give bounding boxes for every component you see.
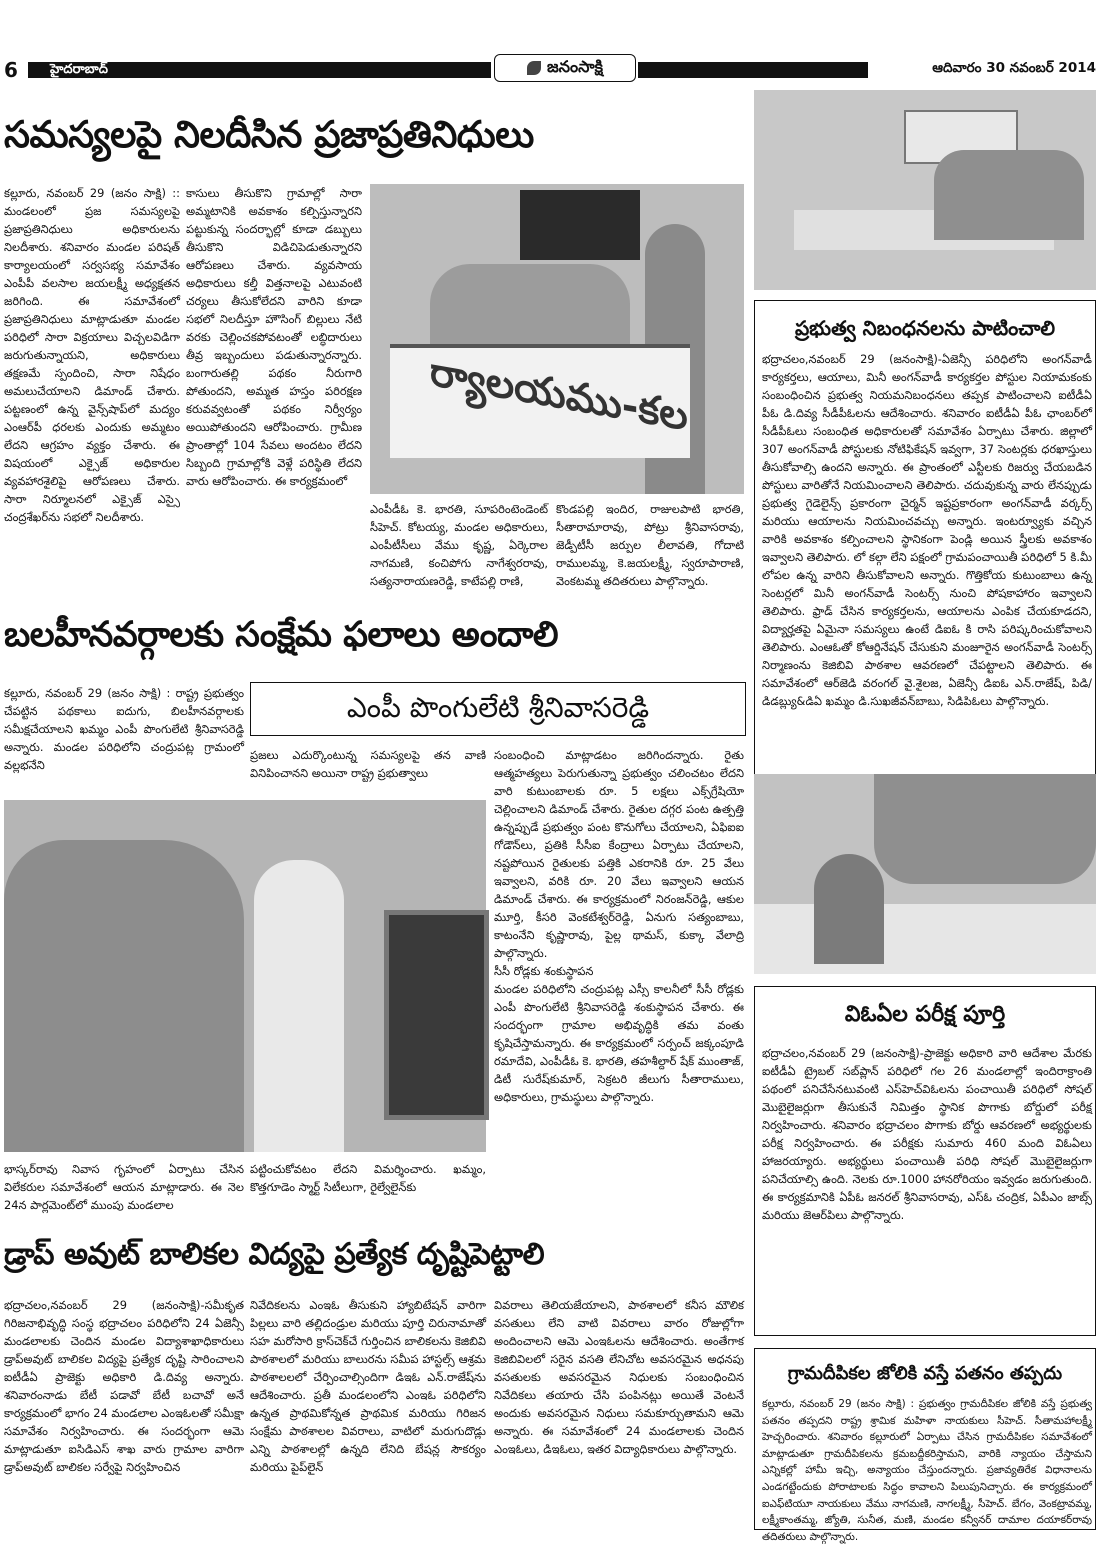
- article3-col2-top: ప్రజలు ఎదుర్కొంటున్న సమస్యలపై తన వాణి వినిపించానని అయినా రాష్ట్ర ప్రభుత్వాలు: [250, 748, 486, 780]
- article3-col2-bottom: పట్టించుకోవటం లేదని విమర్శించారు. ఖమ్మం, కొత్తగూడెం స్మార్ట్ సిటీలుగా, రైల్వేలైన్‌కు: [250, 1162, 486, 1194]
- people-shape: [934, 150, 1084, 240]
- exam-office-photo: [754, 774, 1096, 974]
- header-rule-right: [638, 62, 868, 78]
- woman-seated-shape: [814, 854, 884, 964]
- meeting-photo: [370, 184, 744, 494]
- page-header: [0, 54, 1100, 84]
- article5-headline: డ్రాప్ అవుట్ బాలికల విద్యపై ప్రత్యేక దృష్టిపెట్టాలి: [4, 1237, 545, 1272]
- article6-headline: గ్రామదీపికల జోలికి వస్తే పతనం తప్పదు: [787, 1363, 1063, 1384]
- banner-table: [390, 344, 690, 458]
- article5-col1: భద్రాచలం,నవంబర్ 29 (జనంసాక్షి)-సమీకృత గిరిజనాభివృద్ధి సంస్థ భద్రాచలం పరిధిలోని 24 ఏజెన్సీ మండలాలకు చెందిన మండల విద్యాశాఖాధికారులు డ్రాప్‌అవుట్ బాలికల విద్యపై ప్రత్యేక దృష్టి సారించాలని ఐటీడీఏ ప్రాజెక్టు అధికారి డి.దివ్య అన్నారు. శనివారంనాడు బేటీ పడావో బేటీ బచావో అనే కార్యక్రమంలో భాగం 24 మండలాల ఎంఇఓలతో సమీక్షా సమావేశం నిర్వహించారు. ఈ సందర్భంగా ఆమె మాట్లాడుతూ ఐసిడిఎస్ శాఖ వారు గ్రామాల వారిగా డ్రాప్‌అవుట్ బాలికల సర్వేపై నిర్వహించిన: [4, 1298, 244, 1474]
- header-date: ఆదివారం 30 నవంబర్ 2014: [932, 60, 1096, 76]
- article1-col1: కల్లూరు, నవంబర్ 29 (జనం సాక్షి) :: మండలంలో ప్రజ సమస్యలపై ప్రజాప్రతినిధులు అధికారులను నిలదీశారు. శనివారం మండల పరిషత్ కార్యాలయంలో సర్వసభ్య సమావేశం ఎంపీపీ వలసాల జయలక్ష్మీ అధ్యక్షతన జరిగింది. ఈ సమావేశంలో ప్రజాప్రతినిధులు మాట్లాడుతూ మండల పరిధిలో సారా విక్రయాలు విచ్చలవిడిగా జరుగుతున్నాయని, అధికారులు తక్షణమే స్పందించి, సారా నిషేధం అమలుచేయాలని డిమాండ్ చేశారు. పట్టణంలో ఉన్న వైన్స్‌షాప్‌లో మద్యం ఎంఆర్‌పీ ధరలకు ఎందుకు అమ్మటం లేదని ఆగ్రహం వ్యక్తం చేశారు. ఈ విషయంలో ఎక్సైజ్ అధికారుల వ్యవహారశైలిపై ఆరోపణలు చేశారు. సారా నిర్మూలనలో ఎక్సైజ్ ఎస్సై చంద్రశేఖర్‌ను సభలో నిలదీశారు.: [4, 186, 180, 524]
- article6-body: కల్లూరు, నవంబర్ 29 (జనం సాక్షి) : ప్రభుత్వం గ్రామదీపికల జోలికి వస్తే ప్రభుత్వ పతనం తప్పదని రాష్ట్ర శ్రామిక మహిళా నాయకులు సీహెచ్. సీతామహాలక్ష్మీ హెచ్చరించారు. శనివారం కల్లూరులో ఏర్పాటు చేసిన గ్రామదీపికల సమావేశంలో మాట్లాడుతూ గ్రామదీపికలను క్రమబద్దీకరిస్తామని, వారికి న్యాయం చేస్తామని ఎన్నికల్లో హామీ ఇచ్చి, అన్యాయం చేస్తుందన్నారు. ప్రజావ్యతిరేక విధానాలను ఎండగట్టేందుకు పోరాటాలకు సిద్ధం కావాలని పిలుపునిచ్చారు. ఈ కార్యక్రమంలో ఐఎఫ్‌టియూ నాయకులు వేము నాగమణి, నాగలక్ష్మీ, సీహెచ్. బేగం, వెంకట్రావమ్మ, లక్ష్మీకాంతమ్మ, జ్యోతి, సునీత, మణి, మండల కన్వీనర్ దామాల దయాకర్‌రావు తదితరులు పాల్గొన్నారు.: [762, 1398, 1092, 1543]
- article5-col3: వివరాలు తెలియజేయాలని, పాఠశాలలో కనీస మౌలిక వసతులు లేని వాటి వివరాలు వారం రోజుల్లోగా అందించాలని ఆమె ఎంఇఓలను ఆదేశించారు. అంతేగాక కెజిబివిలలో సరైన వసతి లేనిచోట అవసరమైన అధనపు వసతులకు అవసరమైన నిధులకు సంబంధించిన నివేదికలు తయారు చేసి పంపినట్లు అయితే వెంటనే అందుకు అవసరమైన నిధులు సమకూర్చుతామని ఆమె అన్నారు. ఈ సమావేశంలో 24 మండలాలకు చెందిన ఎంఇఓలు, డిఇఓలు, ఇతర విద్యాధికారులు పాల్గొన్నారు.: [494, 1298, 744, 1456]
- article3-headline: బలహీనవర్గాలకు సంక్షేమ ఫలాలు అందాలి: [4, 615, 559, 655]
- screen-shape: [520, 190, 640, 260]
- leaf-icon: [527, 61, 541, 75]
- article1-col2: కాసులు తీసుకొని గ్రామాల్లో సారా అమ్మటానికి అవకాశం కల్పిస్తున్నారని పట్టుకున్న సందర్భాల్లో కూడా డబ్బులు తీసుకొని విడిచిపెడుతున్నారని ఆరోపణలు చేశారు. వ్యవసాయ అధికారులు కల్తీ విత్తనాలపై ఎటువంటి చర్యలు తీసుకోలేదని వారిని కూడా సభలో నిలదీస్తూ హౌసింగ్ బిల్లులు నేటి వరకు చెల్లించకపోవటంతో లబ్ధిదారులు తీవ్ర ఇబ్బందులు పడుతున్నారన్నారు. బంగారుతల్లి పథకం నీరుగారి పోతుందని, అమ్మత హస్తం పరిరక్షణ కరువవ్వటంతో పథకం నిర్వీర్యం అయిపోతుందని ఆరోపించారు. గ్రామీణ ప్రాంతాల్లో 104 సేవలు అందటం లేదని సిబ్బంది గ్రామాల్లోకి వెళ్లే పరిస్థితి లేదని వారు ఆరోపించారు. ఈ కార్యక్రమంలో: [186, 186, 362, 488]
- article1-headline: సమస్యలపై నిలదీసిన ప్రజాప్రతినిధులు: [4, 113, 534, 156]
- desk-shape: [754, 904, 1096, 974]
- article3-col1-bottom: భాస్కర్‌రావు నివాస గృహంలో ఏర్పాటు చేసిన విలేకరుల సమావేశంలో ఆయన మాట్లాడారు. ఈ నెల 24న పార్లమెంట్‌లో ముంపు మండలాల: [4, 1162, 244, 1212]
- plaque-shape: [384, 910, 489, 1120]
- article4-body: భద్రాచలం,నవంబర్ 29 (జనంసాక్షి)-ప్రాజెక్టు అధికారి వారి ఆదేశాల మేరకు ఐటీడీఏ ట్రైబల్ సబ్‌ప్లాన్ పరిధిలో గల 26 మండలాల్లో ఇందిరాక్రాంతి పథంలో పనిచేసేనటువంటి ఎస్‌హెచ్‌విఓలను పంచాయితీ పరిధిలో సోషల్ మొబైలైజర్లుగా తీసుకునే నిమిత్తం స్థానిక పొగాకు బోర్డులో పరీక్ష నిర్వహించారు. శనివారం భద్రాచలం పొగాకు బోర్డు ఆవరణలో అభ్యర్థులకు పరీక్ష నిర్వహించారు. ఈ పరీక్షకు సుమారు 460 మంది విఓఏలు హాజరయ్యారు. అభ్యర్థులు పంచాయితీ పరిధి సోషల్ మొబైలైజర్లుగా పనిచేయాల్సి ఉంది. నెలకు రూ.1000 హానరోరియం ఇవ్వడం జరుగుతుంది. ఈ కార్యక్రమానికి ఏపీఓ జనరల్ శ్రీనివాసరావు, ఎస్ఓ చంద్రిక, ఏపీఎం జాబ్స్ మరియు జెఆర్‌పిలు పాల్గొన్నారు.: [762, 1046, 1092, 1222]
- crowd-shape: [4, 840, 244, 1152]
- header-city: హైదరాబాద్: [50, 62, 108, 77]
- speaker-shape: [254, 860, 344, 1152]
- article4-headline: విఓఏల పరీక్ష పూర్తి: [844, 1002, 1006, 1027]
- article3-subhead: ఎంపీ పొంగులేటి శ్రీనివాసరెడ్డి: [346, 691, 650, 724]
- article2-headline: ప్రభుత్వ నిబంధనలను పాటించాలి: [794, 316, 1056, 340]
- masthead-title: జనంసాక్షి: [547, 56, 603, 76]
- page-number: 6: [4, 58, 18, 82]
- banner-text: ర్యాలయము-కల: [430, 348, 688, 441]
- office-meeting-photo: [754, 90, 1096, 290]
- article1-col3: ఎంపీడీఓ కె. భారతి, సూపరింటెండెంట్ సీహెచ్. కోటయ్య, మండల అధికారులు, ఎంపీటీసీలు వేము కృష్ణ, ఏర్కెరాల నాగమణి, కంచిపోగు నాగేశ్వరరావు, సత్యనారాయణరెడ్డి, కాటేపల్లి రాణి,: [370, 502, 548, 588]
- officials-shape: [874, 774, 1096, 884]
- article5-col2: నివేదికలను ఎంఇఓ తీసుకుని హ్యాబిటేషన్ వారిగా పిల్లలు వారి తల్లిదండ్రుల మరియు పూర్తి చిరునామాతో సహ మరోసారి క్రాస్‌చెక్‌చే గుర్తించిన బాలికలను కెజిబివి పాఠశాలలో మరియు బాలురను సమీప హాస్టల్స్ ఆశ్రమ పాఠశాలలలో చేర్పించాల్సిందిగా డిఇఓ ఎన్.రాజేష్‌ను ఆదేశించారు. ప్రతీ మండలంలోని ఎంఇఓ పరిధిలోని ఉన్నత ప్రాథమికోన్నత ప్రాథమిక మరియు గిరిజన సంక్షేమ పాఠశాలల వివరాలు, వాటిలో మరుగుదొడ్లు ఎన్ని పాఠశాలల్లో ఉన్నది లేనిది బేషన్ల సౌకర్యం మరియు పైప్‌లైన్: [250, 1298, 486, 1474]
- inauguration-photo: [4, 800, 486, 1152]
- masthead-logo: [494, 54, 636, 82]
- article2-body: భద్రాచలం,నవంబర్ 29 (జనంసాక్షి)-ఏజెన్సీ పరిధిలోని అంగన్‌వాడీ కార్యకర్తలు, ఆయాలు, మినీ అంగన్‌వాడీ కార్యకర్తల పోస్టుల నియామకంకు సంబంధించిన ప్రభుత్వ నియమనిబంధనలు తప్పక పాటించాలని ఐటీడీఏ పీఓ డి.దివ్య సీడీపీఓలను ఆదేశించారు. శనివారం ఐటీడీఏ పీఓ ఛాంబర్‌లో సీడీపీఓలు సంబంధిత అధికారులతో సమావేశం ఏర్పాటు చేశారు. జిల్లాలో 307 అంగన్‌వాడీ పోస్టులకు నోటిఫికేషన్ ఇవ్వగా, 37 సెంటర్లకు ధరఖాస్తులు తీసుకోవాల్సి ఉందని అన్నారు. ఈ ప్రాంతంలో ఎస్టీలకు రిజర్వు చేయబడిన పోస్టులు వారితోనే నియమించాలని తెలిపారు. చదువుకున్న వారు లేనప్పుడు ప్రభుత్వ గైడెలైన్స్ ప్రకారంగా చైర్మన్ ఇష్టప్రకారంగా అంగన్‌వాడీ వర్కర్స్ మరియు ఆయాలను నియమించవచ్చు అన్నారు. ఇంటర్వ్యూకు వచ్చిన వారికి అవకాశం కల్పించాలని స్థానికంగా పెండ్లి అయిన స్త్రీలకు అవకాశం ఇవ్వాలని తెలిపారు. లో కల్గా లేని పక్షంలో గ్రామపంచాయితీ పరిధిలో 5 కి.మీ లోపల ఉన్న వారిని తీసుకోవాలని అన్నారు. గొత్తికోయ కుటుంబాలు ఉన్న సెంటర్లలో మినీ అంగన్‌వాడీ సెంటర్స్ నుంచి పోషకాహారం ఇవ్వాలని తెలిపారు. ఫ్రాడ్ చేసిన కార్యకర్తలను, ఆయాలను ఎంపిక చేయకూడదని, విద్యార్హతపై ఏమైనా సమస్యలు ఉంటే డిఐఓ కి రాసి పరిష్కరించుకోవాలని తెలిపారు. ఎంఆఓతో కోఆర్డినేషన్ చేసుకుని మంజూరైన అంగన్‌వాడీ సెంటర్స్ నిర్మాణంను కెజిబివి పాఠశాల ఆవరణలో చేపట్టాలని తెలిపారు. ఈ సమావేశంలో ఆర్‌జెడి వరంగల్ వై.శైలజ, ఏజెన్సీ డిఐఓ ఎన్.రాజేష్, పిడి/డిడబ్ల్యు&డిఏ ఖమ్మం డి.సుఖజీవన్‌బాబు, సిడిపిఓలు పాల్గొన్నారు.: [762, 352, 1092, 708]
- article3-col1-top: కల్లూరు, నవంబర్ 29 (జనం సాక్షి) : రాష్ట్ర ప్రభుత్వం చేపట్టిన పథకాలు ఐదుగు, బిలహీనవర్గాలకు సమీక్షచేయాలని ఖమ్మం ఎంపీ పొంగులేటి శ్రీనివాసరెడ్డి అన్నారు. మండల పరిధిలోని చంద్రుపట్ల గ్రామంలో వల్లభనేని: [4, 686, 244, 772]
- article3-col3: సంబంధించి మాట్లాడటం జరిగిందన్నారు. రైతు ఆత్మహత్యలు పెరుగుతున్నా ప్రభుత్వం చలించటం లేదని వారి కుటుంబాలకు రూ. 5 లక్షలు ఎక్స్‌గ్రేషియో చెల్లించాలని డిమాండ్ చేశారు. రైతుల దగ్గర పంట ఉత్పత్తి ఉన్నప్పుడే ప్రభుత్వం పంట కొనుగోలు చేయాలని, ఏఫిఐఐ గోడౌన్‌లు, ప్రతికి సీసీఐ కేంద్రాలు ఏర్పాటు చేయాలని, నష్టపోయిన రైతులకు పత్తికి ఎకరానికి రూ. 25 వేలు ఇవ్వాలని, వరికి రూ. 20 వేలు ఇవ్వాలని ఆయన డిమాండ్ చేశారు. ఈ కార్యక్రమంలో నిరంజన్‌రెడ్డి, ఆకుల మూర్తి, కీసరి వెంకటేశ్వర్‌రెడ్డి, ఏనుగు సత్యంబాబు, కాటంనేని కృష్ణారావు, పైల్ల థామస్, కుక్కా వేలాద్రి పాల్గొన్నారు. సీసీ రోడ్లకు శంకుస్థాపన మండల పరిధిలోని చంద్రుపట్ల ఎస్సీ కాలనీలో సీసీ రోడ్లకు ఎంపీ పొంగులేటి శ్రీనివాసరెడ్డి శంకుస్థాపన చేశారు. ఈ సందర్భంగా గ్రామాల అభివృద్ధికి తమ వంతు కృషిచేస్తామన్నారు. ఈ కార్యక్రమంలో సర్పంచ్ జక్కంపూడి రమాదేవి, ఎంపీడీఓ కె. భారతి, తహశీల్దార్ షేక్ ముంతాజ్, డిటీ సురేష్‌కుమార్, సెక్రటరి జీలుగు సీతారాములు, అధికారులు, గ్రామస్థులు పాల్గొన్నారు.: [494, 748, 744, 1104]
- article1-col4: కొండపల్లి ఇందిర, రాజులపాటి భారతి, సీతారామారావు, పోట్రు శ్రీనివాసరావు, జెడ్పీటీసీ జర్పుల లీలావతి, గోదాటి రాములమ్మ, కె.జయలక్ష్మీ, స్వరూపారాణి, వెంకటమ్మ తదితరులు పాల్గొన్నారు.: [556, 502, 744, 588]
